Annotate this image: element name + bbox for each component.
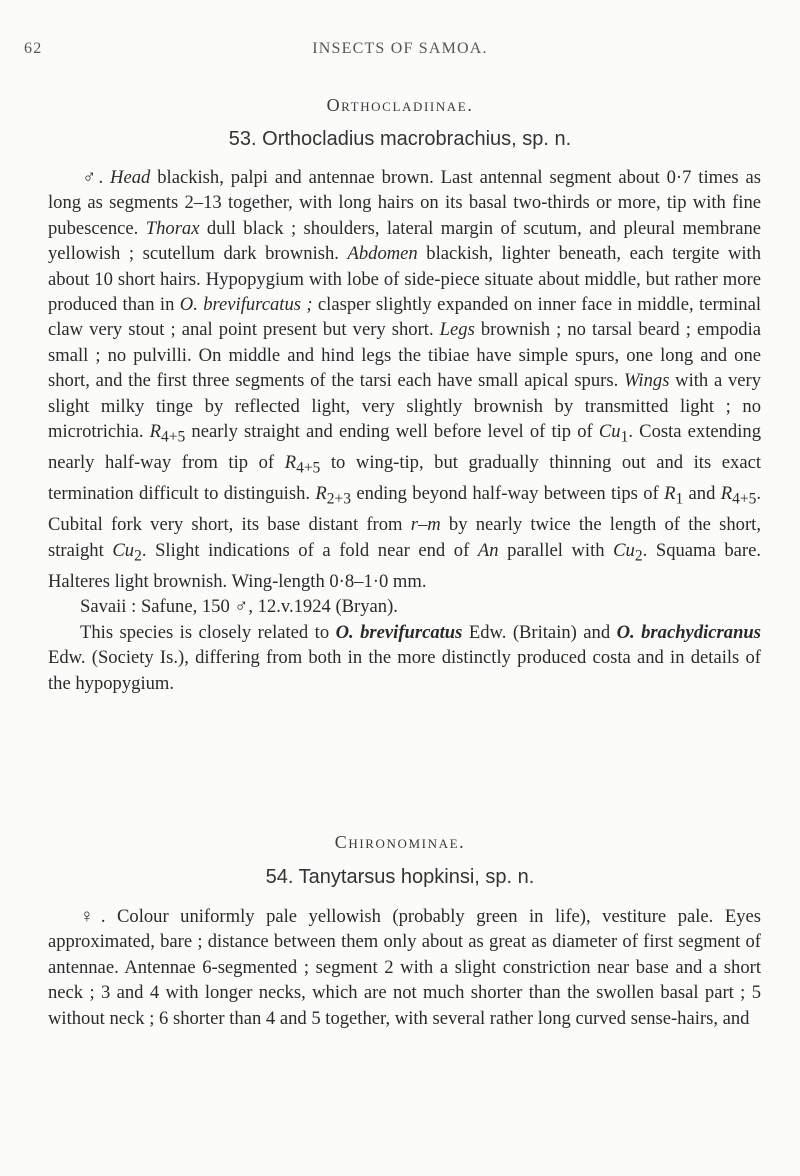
species-53-description: ♂. Head blackish, palpi and antennae brown. Last antennal segment about 0·7 times as long as segments 2–13 together, with long hairs on its basal two-thirds or more, tip with fine pubescence. Thorax dull black ; shoulders, lateral margin of scutum, and pleural membrane yellowish ; scutellum dark brownish. Abdomen blackish, lighter beneath, each tergite with about 10 short hairs. Hypopygium with lobe of side-piece situate about middle, but rather more produced than in O. brevifurcatus ; clasper slightly expanded on inner face in middle, terminal claw very stout ; anal point present but very short. Legs brownish ; no tarsal beard ; empodia small ; no pulvilli. On middle and hind legs the tibiae have simple spurs, one long and one short, and the first three segments of the tarsi each have small apical spurs. Wings with a very slight milky tinge by reflected light, very slightly brownish by transmitted light ; no microtrichia. $R_{4+5}$ nearly straight and ending well before level of tip of $Cu_1$. Costa extending nearly half-way from tip of $R_{4+5}$ to wing-tip, but gradually thinning out and its exact termination difficult to distinguish. $R_{2+3}$ ending beyond half-way between tips of $R_1$ and $R_{4+5}$. Cubital fork very short, its base distant from r–m by nearly twice the length of the short, straight $Cu_2$. Slight indications of a fold near end of An parallel with $Cu_2$. Squama bare. Halteres light brownish. Wing-length 0·8–1·0 mm. [48,167,762,592]
species-53-remarks: This species is closely related to O. brevifurcatus Edw. (Britain) and O. brachydicranus Edw. (Society Is.), differing from both in the more distinctly produced costa and in details of the hypopygium. [48,621,761,694]
species-53-locality: Savaii : Safune, 150 ♂, 12.v.1924 (Bryan). [80,596,398,618]
running-title: INSECTS OF SAMOA. [312,40,488,57]
running-head [24,40,776,64]
section-heading-chironominae: Chironominae. [334,832,466,852]
species-title-tanytarsus: 54. Tanytarsus hopkinsi, sp. n. [265,866,535,888]
species-54-description: ♀. Colour uniformly pale yellowish (probably green in life), vestiture pale. Eyes approximated, bare ; distance between them only about as great as diameter of first segment of antennae. Antennae 6-segmented ; segment 2 with a slight constriction near base and a short neck ; 3 and 4 with longer necks, which are not much shorter than the swollen basal part ; 5 without neck ; 6 shorter than 4 and 5 together, with several rather long curved sense-hairs, and [48,906,761,1029]
section-heading-orthocladiinae: Orthocladiinae. [326,95,474,115]
species-54-body [48,904,761,1031]
page-number: 62 [24,40,43,57]
species-title-orthocladius: 53. Orthocladius macrobrachius, sp. n. [228,128,572,150]
species-53-body [48,165,761,696]
